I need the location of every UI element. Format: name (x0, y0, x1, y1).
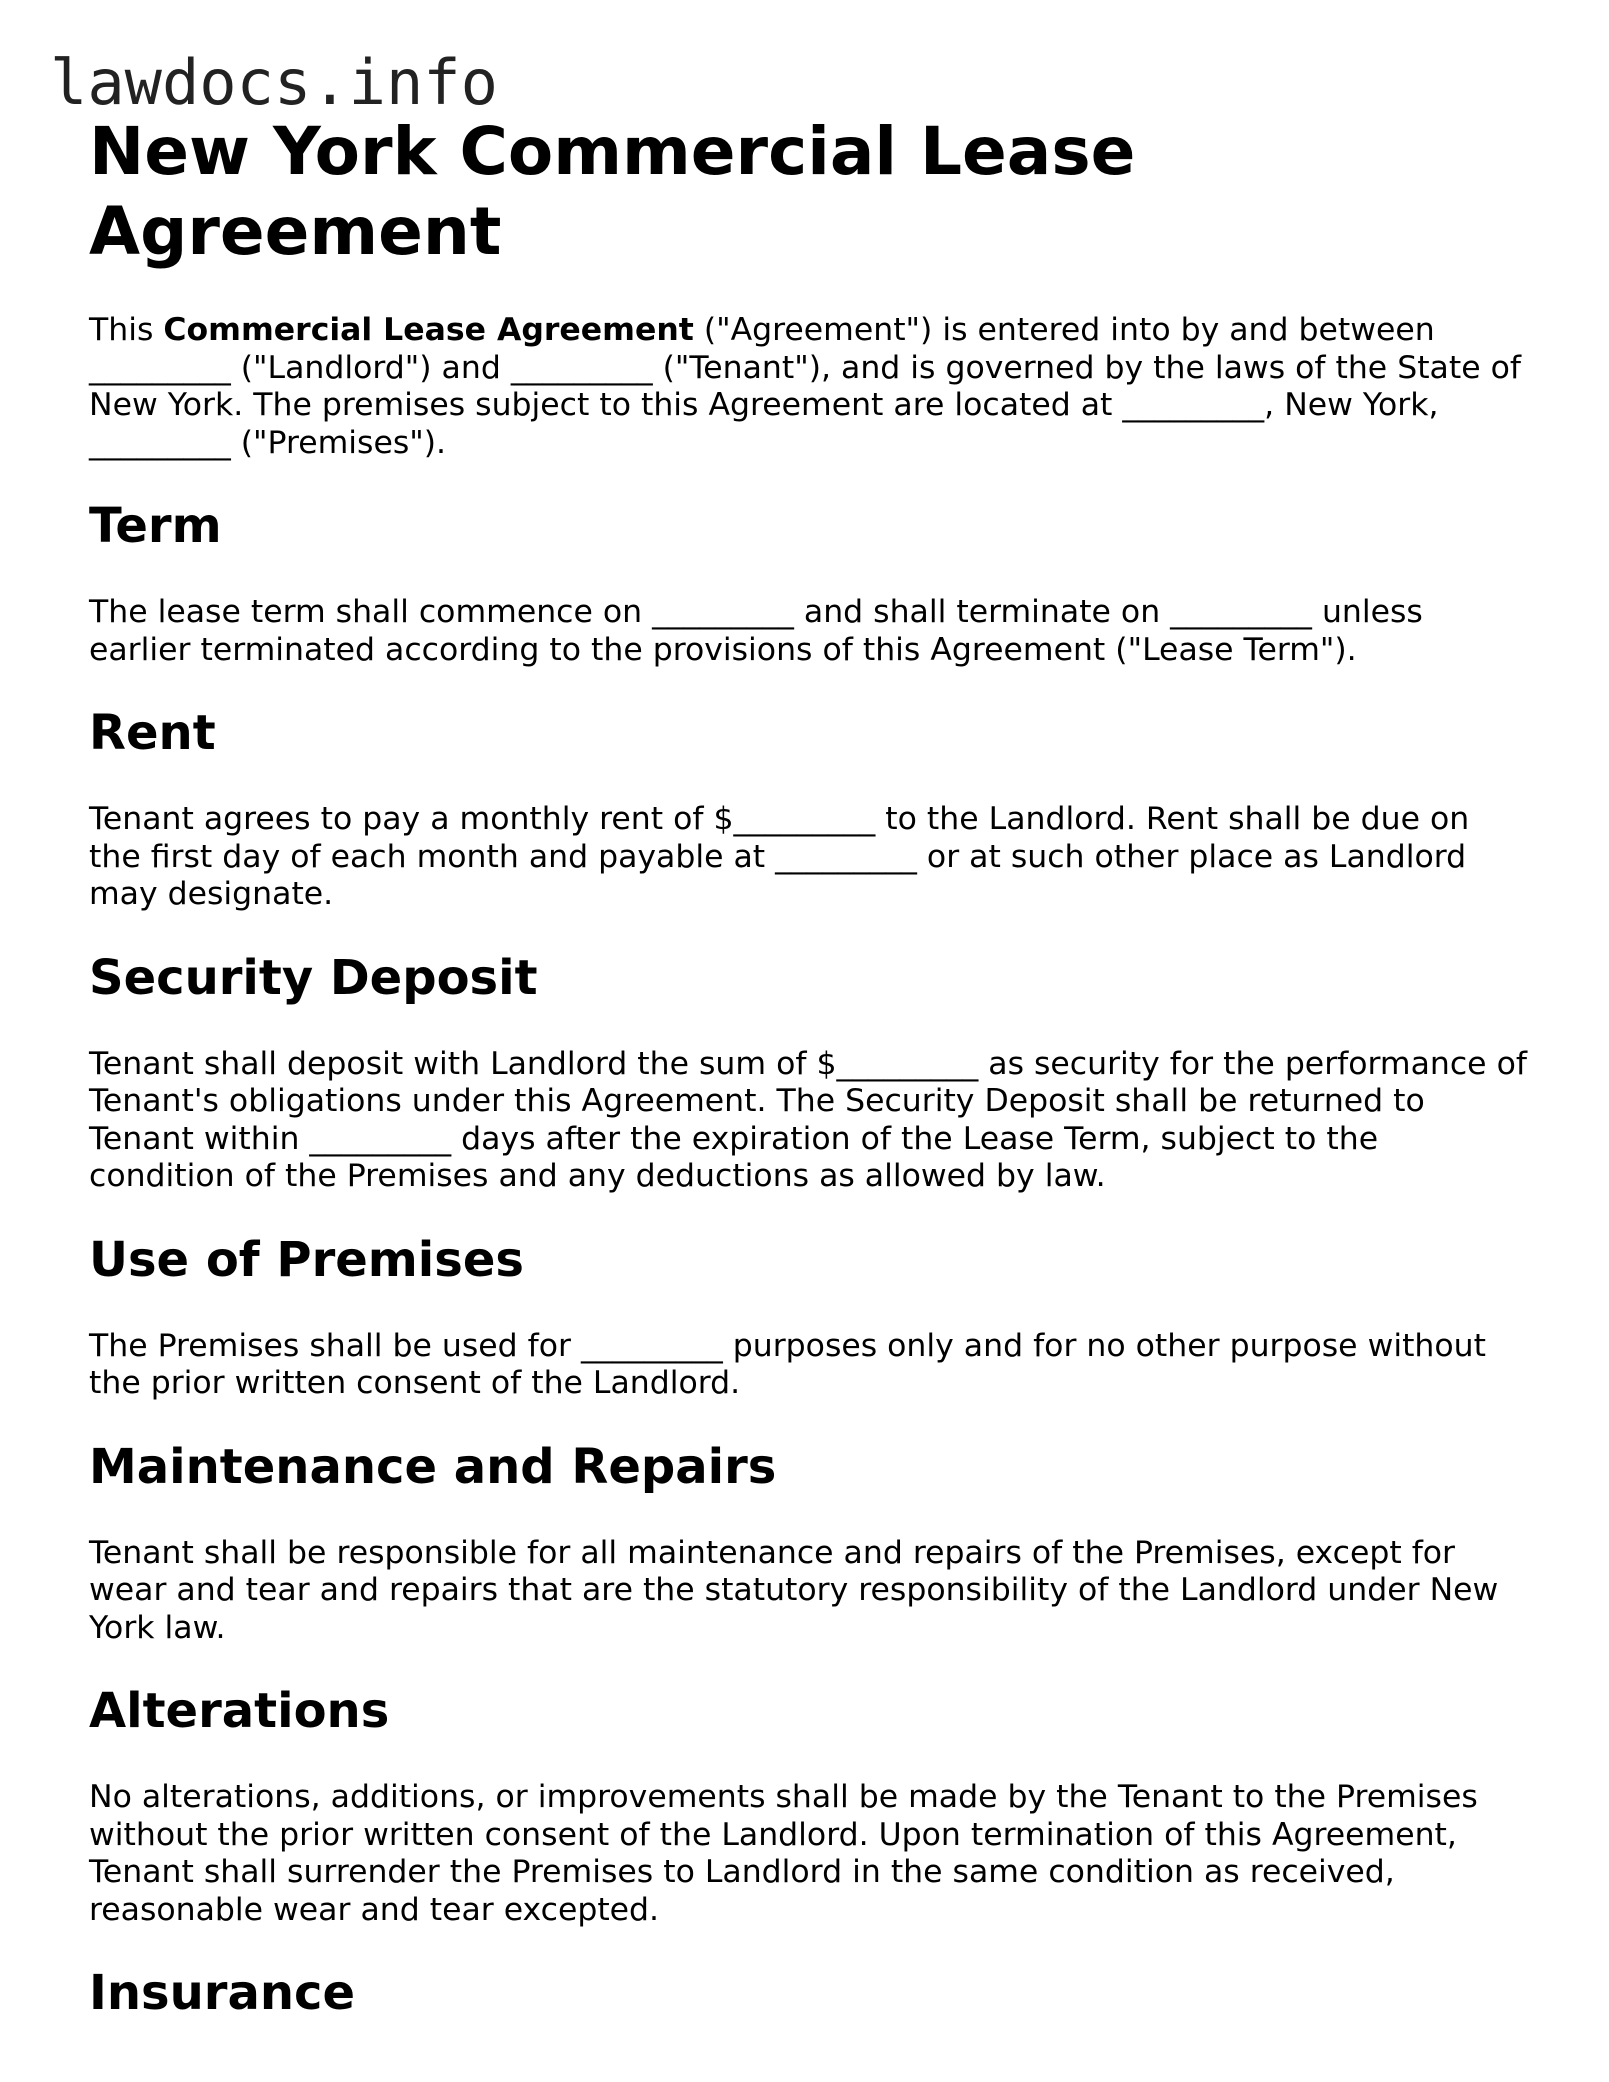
intro-bold-term: Commercial Lease Agreement (163, 312, 694, 348)
document-page (89, 112, 1529, 2021)
section-body-alterations: No alterations, additions, or improvements shall be made by the Tenant to the Premises without the prior written consent of the Landlord. Upon termination of this Agreement, Tenant shall surrender the Premises to Landlord in the same condition as received, reasonable wear and tear excepted. (89, 1779, 1478, 1928)
document-title: New York Commercial Lease Agreement (89, 113, 1136, 270)
section-body-use-of-premises: The Premises shall be used for _________ purposes only and for no other purpose without the prior written consent of the Landlord. (89, 1327, 1486, 1401)
section-title-use-of-premises: Use of Premises (89, 1231, 524, 1288)
section-body-term: The lease term shall commence on _________ and shall terminate on _________ unless earlier terminated according to the provisions of this Agreement ("Lease Term"). (89, 594, 1423, 668)
intro-paragraph (89, 312, 1529, 462)
section-title-maintenance: Maintenance and Repairs (89, 1438, 777, 1495)
section-title-insurance: Insurance (89, 1965, 356, 2021)
site-watermark: lawdocs.info (50, 46, 498, 119)
section-title-rent: Rent (89, 705, 216, 761)
intro-suffix: ("Agreement") is entered into by and between _________ ("Landlord") and _________ ("Tenant"), and is governed by the laws of the State of New York. The premises subject to this Agreement are located at _________, New York, _________ ("Premises"). (89, 312, 1521, 461)
section-body-maintenance: Tenant shall be responsible for all maintenance and repairs of the Premises, except for wear and tear and repairs that are the statutory responsibility of the Landlord under New York law. (89, 1534, 1499, 1646)
section-title-alterations: Alterations (89, 1683, 390, 1739)
section-body-rent: Tenant agrees to pay a monthly rent of $_________ to the Landlord. Rent shall be due on the first day of each month and payable at _________ or at such other place as Landlord may designate. (89, 801, 1470, 912)
intro-prefix: This (89, 312, 164, 348)
section-title-term: Term (89, 498, 222, 554)
section-title-security-deposit: Security Deposit (89, 949, 538, 1006)
section-body-security-deposit: Tenant shall deposit with Landlord the sum of $_________ as security for the performance of Tenant's obligations under this Agreement. The Security Deposit shall be returned to Tenant within _________ days after the expiration of the Lease Term, subject to the condition of the Premises and any deductions as allowed by law. (89, 1045, 1527, 1194)
